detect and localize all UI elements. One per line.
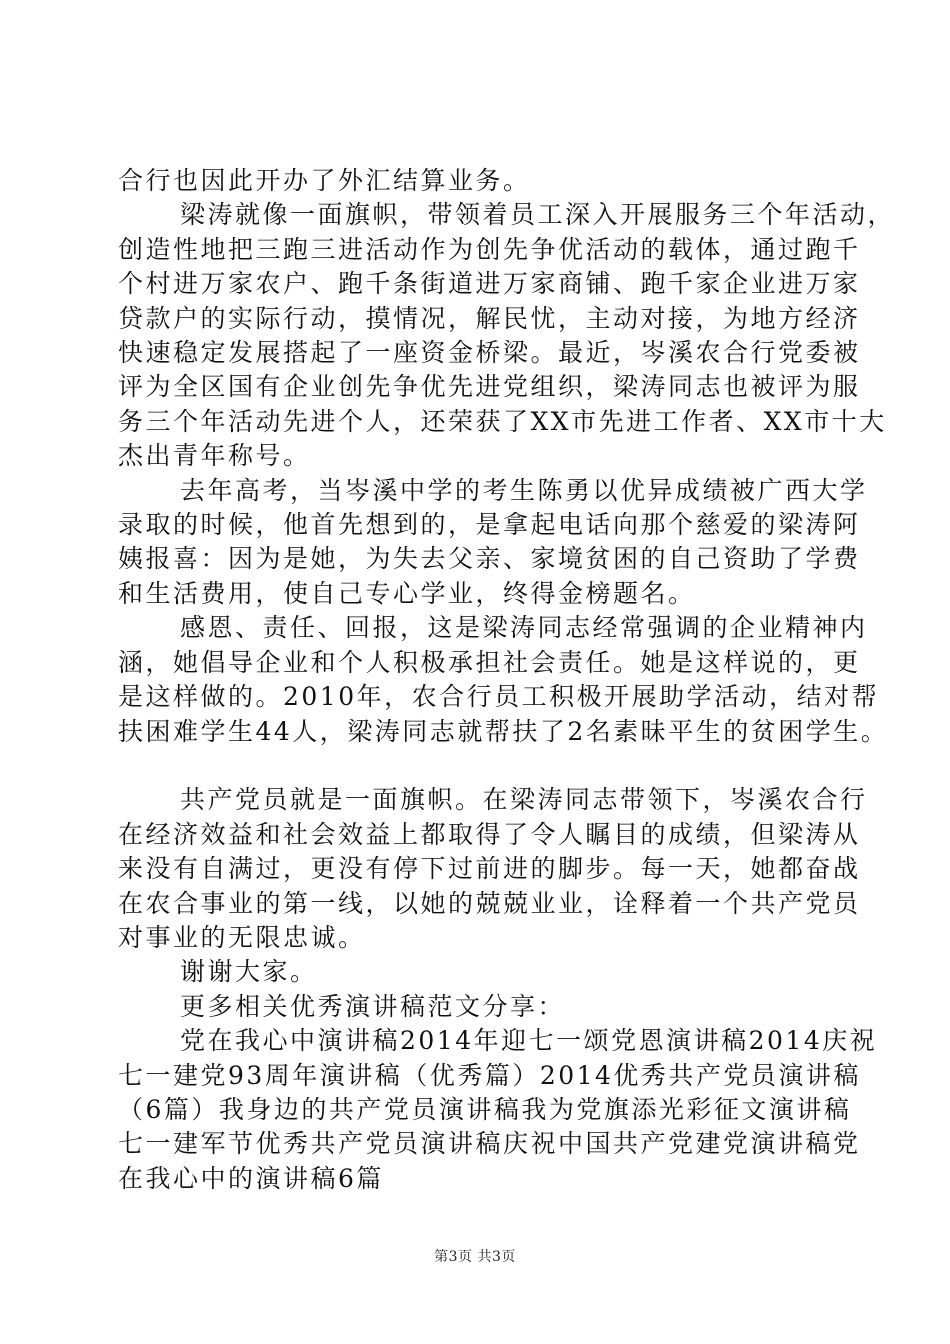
text-line: 快速稳定发展搭起了一座资金桥梁。最近，岑溪农合行党委被	[118, 338, 861, 368]
closing-line: 谢谢大家。	[180, 957, 318, 987]
text-line: 是这样做的。2010年，农合行员工积极开展助学活动，结对帮	[118, 682, 880, 712]
text-line: 评为全区国有企业创先争优先进党组织，梁涛同志也被评为服	[118, 372, 861, 402]
text-line: 在农合事业的第一线，以她的兢兢业业，诠释着一个共产党员	[118, 888, 861, 918]
text-line: 涵，她倡导企业和个人积极承担社会责任。她是这样说的，更	[118, 647, 861, 677]
text-line: 创造性地把三跑三进活动作为创先争优活动的载体，通过跑千	[118, 234, 861, 264]
document-body	[118, 164, 896, 1196]
text-line: 个村进万家农户、跑千条街道进万家商铺、跑千家企业进万家	[118, 269, 861, 299]
related-articles-line: 七一建军节优秀共产党员演讲稿庆祝中国共产党建党演讲稿党	[118, 1129, 861, 1159]
text-line: 对事业的无限忠诚。	[118, 922, 366, 952]
text-line: 务三个年活动先进个人，还荣获了XX市先进工作者、XX市十大	[118, 406, 887, 436]
related-articles-line: 党在我心中演讲稿2014年迎七一颂党恩演讲稿2014庆祝	[180, 1026, 878, 1056]
text-line: 杰出青年称号。	[118, 441, 311, 471]
related-articles-line: 七一建党93周年演讲稿（优秀篇）2014优秀共产党员演讲稿	[118, 1060, 861, 1090]
text-line: 合行也因此开办了外汇结算业务。	[118, 166, 531, 195]
related-articles-heading: 更多相关优秀演讲稿范文分享：	[180, 991, 566, 1021]
paragraph-start-line: 共产党员就是一面旗帜。在梁涛同志带领下，岑溪农合行	[180, 785, 868, 815]
paragraph-start-line: 去年高考，当岑溪中学的考生陈勇以优异成绩被广西大学	[180, 475, 868, 505]
text-line: 贷款户的实际行动，摸情况，解民忧，主动对接，为地方经济	[118, 303, 861, 333]
paragraph-start-line: 梁涛就像一面旗帜，带领着员工深入开展服务三个年活动，	[180, 200, 896, 230]
text-line: 录取的时候，他首先想到的，是拿起电话向那个慈爱的梁涛阿	[118, 510, 861, 540]
related-articles-line: （6篇）我身边的共产党员演讲稿我为党旗添光彩征文演讲稿	[118, 1094, 852, 1124]
blank-line	[118, 749, 838, 783]
text-line: 来没有自满过，更没有停下过前进的脚步。每一天，她都奋战	[118, 854, 861, 884]
text-line: 姨报喜：因为是她，为失去父亲、家境贫困的自己资助了学费	[118, 544, 861, 574]
text-line: 在经济效益和社会效益上都取得了令人瞩目的成绩，但梁涛从	[118, 819, 861, 849]
related-articles-line: 在我心中的演讲稿6篇	[118, 1163, 384, 1193]
text-line: 和生活费用，使自己专心学业，终得金榜题名。	[118, 578, 696, 608]
paragraph-start-line: 感恩、责任、回报，这是梁涛同志经常强调的企业精神内	[180, 613, 868, 643]
page-footer: 第3页 共3页	[434, 1249, 516, 1265]
text-line: 扶困难学生44人，梁涛同志就帮扶了2名素昧平生的贫困学生。	[118, 716, 889, 746]
